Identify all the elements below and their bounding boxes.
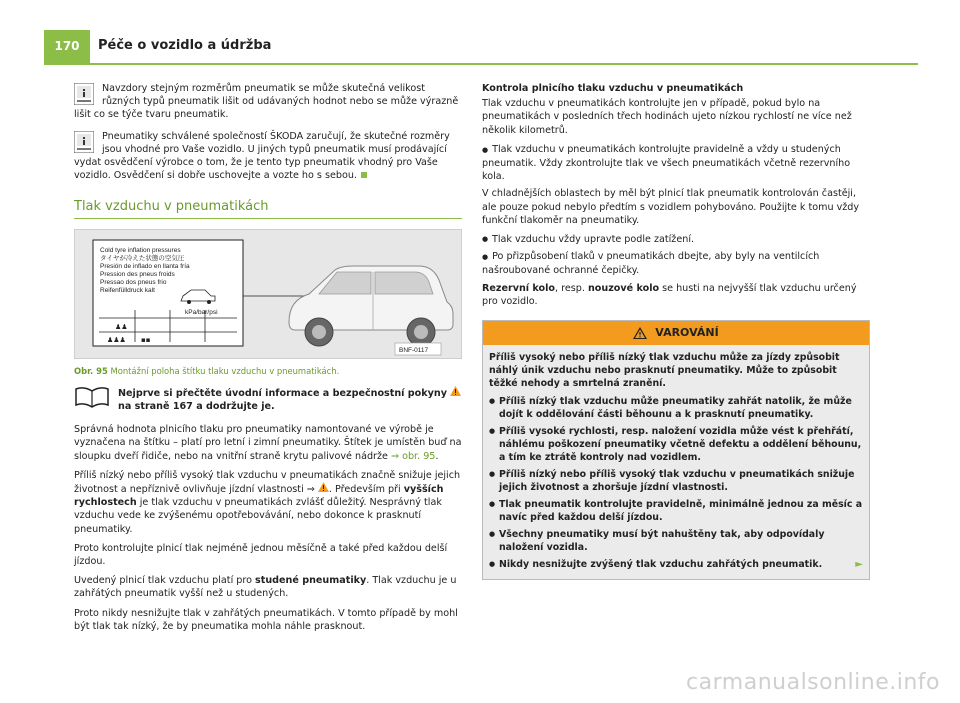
warning-item-last: ● Nikdy nesnižujte zvýšený tlak vzduchu zahřátých pneumatik. ► bbox=[489, 558, 863, 571]
warning-item: ● Příliš vysoké rychlosti, resp. naložení vozidla může vést k přehřátí, náhlému poškození pneumatiky včetně defektu a oddělení běhounu, a tím ke ztrátě kontroly nad vozidlem. bbox=[489, 425, 863, 464]
read-first-text: Nejprve si přečtěte úvodní informace a bezpečnostní pokyny bbox=[118, 387, 447, 399]
warning-box bbox=[482, 320, 870, 580]
label-line-2: タイヤが冷えた状態の空気圧 bbox=[100, 254, 185, 262]
warning-triangle-icon bbox=[450, 386, 461, 396]
note-1-text: Navzdory stejným rozměrům pneumatik se může skutečná velikost různých typů pneumatik lišit od udávaných hodnot nebo se může výrazně lišit co se týče tvaru pneumatik. bbox=[74, 83, 459, 121]
warning-body bbox=[483, 345, 869, 579]
warning-intro: Příliš vysoký nebo příliš nízký tlak vzduchu může za jízdy způsobit náhlý únik vzduchu nebo prasknutí pneumatiky. Může to způsobit těžké nehody a smrtelná zranění. bbox=[489, 352, 840, 390]
car-illustration bbox=[289, 266, 453, 346]
section-end-mark bbox=[361, 172, 367, 178]
warning-item: ● Příliš nízký nebo příliš vysoký tlak vzduchu v pneumatikách snižuje jejich životnost a zhoršuje jízdní vlastnosti. bbox=[489, 468, 863, 494]
paragraph-cold-regions: V chladnějších oblastech by měl být plnicí tlak pneumatik kontrolován častěji, ale pouze pokud nebylo předtím s vozidlem pohybováno. Použijte k tomu vždy funkční tlakoměr na pneumatiky. bbox=[482, 188, 860, 226]
note-2 bbox=[74, 130, 462, 183]
header-rule bbox=[44, 63, 918, 65]
warning-header bbox=[483, 321, 869, 345]
info-note-icon bbox=[74, 131, 94, 153]
label-line-6: Reifenfülldruck kalt bbox=[100, 286, 155, 294]
read-first-notice bbox=[74, 386, 462, 413]
warning-item: ● Příliš nízký tlak vzduchu může pneumatiky zahřát natolik, že může dojít k oddělování části běhounu a k prasknutí pneumatiky. bbox=[489, 395, 863, 421]
section-title: Tlak vzduchu v pneumatikách bbox=[74, 199, 269, 215]
caption-label: Obr. 95 bbox=[74, 365, 108, 376]
warning-triangle-icon bbox=[318, 482, 329, 492]
paragraph-wrong-pressure: Příliš nízký nebo příliš vysoký tlak vzduchu v pneumatikách značně snižuje jejich životnost a nepříznivě ovlivňuje jízdní vlastnosti ⇒ . Především při vyšších rychlostech je tlak vzduchu v pneumatikách zvlášť důležitý. Nesprávný tlak vzduchu vede ke zvýšenému opotřebovávání, nebo dokonce k prasknutí pneumatiky. bbox=[74, 469, 461, 535]
subheading: Kontrola plnicího tlaku vzduchu v pneumatikách bbox=[482, 83, 744, 94]
page-number: 170 bbox=[44, 30, 90, 63]
section-rule bbox=[74, 218, 462, 219]
bullet-item: ● Tlak vzduchu v pneumatikách kontrolujte pravidelně a vždy u studených pneumatik. Vždy zkontrolujte tlak ve všech pneumatikách včetně rezervního kola. bbox=[482, 143, 870, 184]
tire-pressure-figure bbox=[74, 229, 462, 359]
warning-triangle-icon bbox=[633, 327, 647, 339]
warning-title: VAROVÁNÍ bbox=[655, 326, 719, 340]
luggage-icon: ▪▪ bbox=[141, 335, 151, 344]
right-column bbox=[482, 82, 870, 580]
two-passengers-icon: ♟♟ bbox=[115, 322, 128, 331]
note-1 bbox=[74, 82, 462, 122]
note-2-text: Pneumatiky schválené společností ŠKODA zaručují, že skutečné rozměry jsou vhodné pro Vaše vozidlo. U jiných typů pneumatik musí prodávající vydat osvědčení výrobce o tom, že je tento typ pneumatik vhodný pro Vaše vozidlo. Osvědčení si dobře uschovejte a vozte ho s sebou. bbox=[74, 130, 450, 182]
label-line-3: Presión de inflado en llanta fría bbox=[100, 262, 190, 270]
paragraph-check-conditions: Tlak vzduchu v pneumatikách kontrolujte jen v případě, pokud bylo na pneumatikách v posledních třech hodinách ujeto nízkou rychlostí ne více než několik kilometrů. bbox=[482, 98, 852, 136]
watermark: carmanualsonline.info bbox=[686, 670, 940, 695]
bullet-item: ● Po přizpůsobení tlaků v pneumatikách dbejte, aby byly na ventilcích našroubované ochranné čepičky. bbox=[482, 250, 870, 277]
label-unit: kPa/bar/psi bbox=[185, 308, 218, 316]
figure-link[interactable]: ⇒ obr. 95 bbox=[390, 450, 436, 462]
figure-code: BNF-0117 bbox=[399, 346, 429, 354]
continue-arrow-icon: ► bbox=[855, 559, 863, 571]
paragraph-never-reduce: Proto nikdy nesnižujte tlak v zahřátých pneumatikách. V tomto případě by mohl být tlak tak nízký, že by pneumatika mohla náhle prasknout. bbox=[74, 607, 458, 632]
bullet-item: ● Tlak vzduchu vždy upravte podle zatížení. bbox=[482, 233, 870, 246]
read-first-tail: na straně 167 a dodržujte je. bbox=[118, 401, 275, 413]
paragraph-monthly-check: Proto kontrolujte plnicí tlak nejméně jednou měsíčně a také před každou delší jízdou. bbox=[74, 542, 448, 568]
caption-text: Montážní poloha štítku tlaku vzduchu v pneumatikách. bbox=[110, 365, 340, 376]
page-title: Péče o vozidlo a údržba bbox=[98, 38, 272, 53]
open-book-icon bbox=[74, 386, 110, 408]
warning-item: ● Tlak pneumatik kontrolujte pravidelně, minimálně jednou za měsíc a navíc před každou delší jízdou. bbox=[489, 498, 863, 524]
full-load-icon: ♟♟♟ bbox=[107, 335, 126, 344]
page-header bbox=[0, 0, 960, 70]
paragraph-cold-tyres: Uvedený plnicí tlak vzduchu platí pro studené pneumatiky. Tlak vzduchu je u zahřátých pneumatik vyšší než u studených. bbox=[74, 575, 457, 600]
figure-caption bbox=[74, 365, 462, 378]
info-note-icon bbox=[74, 83, 94, 105]
paragraph-spare-wheel: Rezervní kolo, resp. nouzové kolo se husti na nejvyšší tlak vzduchu určený pro vozidlo. bbox=[482, 282, 857, 307]
label-line-1: Cold tyre inflation pressures bbox=[100, 246, 181, 254]
warning-item: ● Všechny pneumatiky musí být nahuštěny tak, aby odpovídaly naložení vozidla. bbox=[489, 528, 863, 554]
left-column bbox=[74, 82, 462, 639]
label-line-5: Pressao dos pneus frio bbox=[100, 278, 167, 286]
paragraph-label-location: Správná hodnota plnicího tlaku pro pneumatiky namontované ve výrobě je vyznačena na štítku – platí pro letní i zimní pneumatiky. Štítek je umístěn buď na sloupku dveří řidiče, nebo na vnitřní straně krytu palivové nádrže ⇒ obr. 95. bbox=[74, 424, 462, 462]
label-line-4: Pression des pneus froids bbox=[100, 270, 175, 278]
figure-illustration bbox=[75, 230, 461, 358]
